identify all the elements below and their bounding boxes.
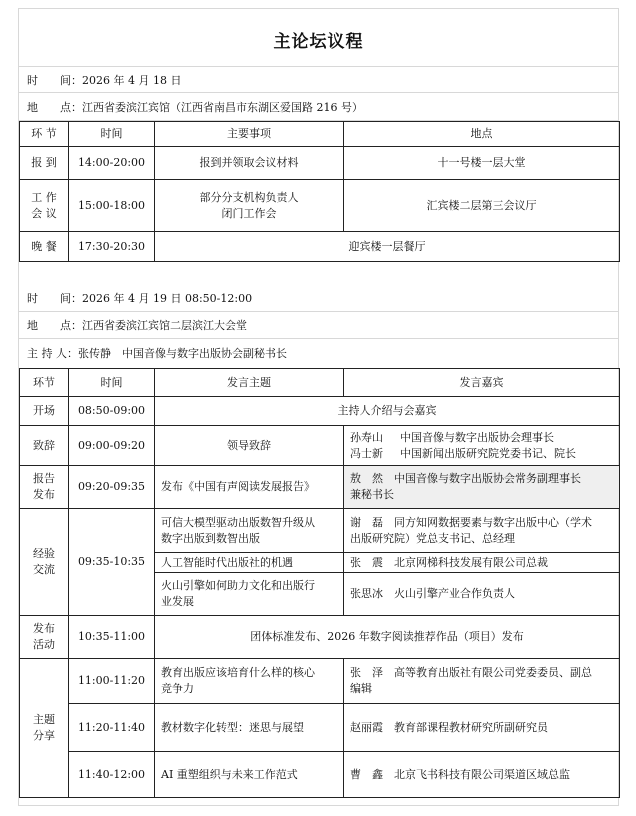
divider — [19, 338, 618, 339]
time-cell: 17:30-20:30 — [69, 232, 155, 262]
content-cell: 团体标准发布、2026 年数字阅读推荐作品（项目）发布 — [155, 616, 620, 659]
guest-line: 敖 然 中国音像与数字出版协会常务副理事长 — [350, 472, 581, 485]
topic-cell — [155, 509, 344, 553]
guest-title: 中国音像与数字出版协会理事长 — [400, 430, 554, 444]
guest-line: 兼秘书长 — [350, 488, 394, 501]
table-row — [20, 509, 620, 553]
table-row — [20, 397, 620, 426]
guest-cell — [344, 659, 620, 704]
day2-place: 地 点：江西省委滨江宾馆二层滨江大会堂 — [27, 319, 247, 332]
topic-line: 教育出版应该培育什么样的核心 — [161, 666, 315, 679]
item-cell — [155, 180, 344, 232]
header-guest: 发言嘉宾 — [344, 369, 620, 397]
segment-line: 分享 — [33, 729, 55, 742]
header-time: 时间 — [69, 122, 155, 147]
segment-line: 报告 — [33, 472, 55, 485]
segment-line: 经验 — [33, 547, 55, 560]
topic-cell: 领导致辞 — [155, 426, 344, 466]
table-row — [20, 704, 620, 752]
guest-cell — [344, 466, 620, 509]
table-row — [20, 147, 620, 180]
page-title: 主论坛议程 — [273, 32, 364, 52]
day2-time: 时 间：2026 年 4 月 19 日 08:50-12:00 — [27, 292, 253, 305]
table-row — [20, 426, 620, 466]
guest-cell: 赵丽霞 教育部课程教材研究所副研究员 — [344, 704, 620, 752]
day1-table — [19, 121, 620, 262]
topic-cell: 教材数字化转型：迷思与展望 — [155, 704, 344, 752]
time-cell: 15:00-18:00 — [69, 180, 155, 232]
topic-cell — [155, 573, 344, 616]
guest-cell — [344, 509, 620, 553]
time-cell: 11:00-11:20 — [69, 659, 155, 704]
segment-line: 活动 — [33, 638, 55, 651]
topic-cell — [155, 659, 344, 704]
segment-cell — [20, 509, 69, 616]
segment-line: 交流 — [33, 563, 55, 576]
table-row — [20, 466, 620, 509]
day2-table — [19, 368, 620, 798]
guest-title: 中国新闻出版研究院党委书记、院长 — [400, 446, 576, 460]
item-line: 闭门工作会 — [221, 206, 277, 220]
day2-host: 主 持 人：张传静 中国音像与数字出版协会副秘书长 — [27, 347, 287, 360]
table-row — [20, 180, 620, 232]
segment-line: 发布 — [33, 622, 55, 635]
guest-cell — [344, 426, 620, 466]
guest-line: 编辑 — [350, 682, 372, 695]
header-item: 主要事项 — [155, 122, 344, 147]
header-topic: 发言主题 — [155, 369, 344, 397]
table-row — [20, 659, 620, 704]
guest-line — [350, 446, 616, 462]
time-cell: 08:50-09:00 — [69, 397, 155, 426]
segment-cell: 报 到 — [20, 147, 69, 180]
segment-cell — [20, 466, 69, 509]
segment-cell — [20, 180, 69, 232]
item-cell: 报到并领取会议材料 — [155, 147, 344, 180]
time-cell: 09:20-09:35 — [69, 466, 155, 509]
segment-cell — [20, 616, 69, 659]
header-segment: 环节 — [20, 369, 69, 397]
topic-cell: 发布《中国有声阅读发展报告》 — [155, 466, 344, 509]
table-row — [20, 752, 620, 798]
topic-cell: AI 重塑组织与未来工作范式 — [155, 752, 344, 798]
topic-line: 火山引擎如何助力文化和出版行 — [161, 579, 315, 592]
place-cell: 迎宾楼一层餐厅 — [155, 232, 620, 262]
guest-name: 冯士新 — [350, 446, 383, 460]
header-place: 地点 — [344, 122, 620, 147]
segment-cell: 开场 — [20, 397, 69, 426]
guest-cell: 张 震 北京网梯科技发展有限公司总裁 — [344, 553, 620, 573]
agenda-page — [18, 8, 619, 806]
topic-line: 业发展 — [161, 595, 194, 608]
segment-cell: 致辞 — [20, 426, 69, 466]
content-cell: 主持人介绍与会嘉宾 — [155, 397, 620, 426]
item-line: 部分分支机构负责人 — [199, 190, 299, 204]
guest-cell: 张思冰 火山引擎产业合作负责人 — [344, 573, 620, 616]
topic-line: 可信大模型驱动出版数智升级从 — [161, 515, 315, 529]
header-segment: 环 节 — [20, 122, 69, 147]
guest-line: 出版研究院）党总支书记、总经理 — [350, 531, 515, 545]
time-cell: 14:00-20:00 — [69, 147, 155, 180]
divider — [19, 311, 618, 312]
header-time: 时间 — [69, 369, 155, 397]
segment-line: 工 作 — [31, 190, 57, 204]
day1-time: 时 间：2026 年 4 月 18 日 — [27, 74, 182, 87]
guest-line — [350, 430, 616, 446]
time-cell: 11:20-11:40 — [69, 704, 155, 752]
segment-cell — [20, 659, 69, 798]
segment-line: 发布 — [33, 488, 55, 501]
table-row — [20, 232, 620, 262]
time-cell: 09:35-10:35 — [69, 509, 155, 616]
time-cell: 09:00-09:20 — [69, 426, 155, 466]
divider — [19, 66, 618, 67]
segment-line: 会 议 — [31, 206, 57, 220]
segment-line: 主题 — [33, 713, 55, 726]
divider — [19, 92, 618, 93]
time-cell: 11:40-12:00 — [69, 752, 155, 798]
place-cell: 汇宾楼二层第三会议厅 — [344, 180, 620, 232]
topic-line: 数字出版到数智出版 — [161, 531, 260, 545]
topic-cell: 人工智能时代出版社的机遇 — [155, 553, 344, 573]
segment-cell: 晚 餐 — [20, 232, 69, 262]
guest-line: 谢 磊 同方知网数据要素与数字出版中心（学术 — [350, 515, 592, 529]
place-cell: 十一号楼一层大堂 — [344, 147, 620, 180]
time-cell: 10:35-11:00 — [69, 616, 155, 659]
guest-cell: 曹 鑫 北京飞书科技有限公司渠道区域总监 — [344, 752, 620, 798]
day1-place: 地 点：江西省委滨江宾馆（江西省南昌市东湖区爱国路 216 号） — [27, 101, 363, 114]
guest-name: 孙寿山 — [350, 430, 383, 444]
table-row — [20, 616, 620, 659]
guest-line: 张 泽 高等教育出版社有限公司党委委员、副总 — [350, 666, 592, 679]
topic-line: 竞争力 — [161, 682, 194, 695]
